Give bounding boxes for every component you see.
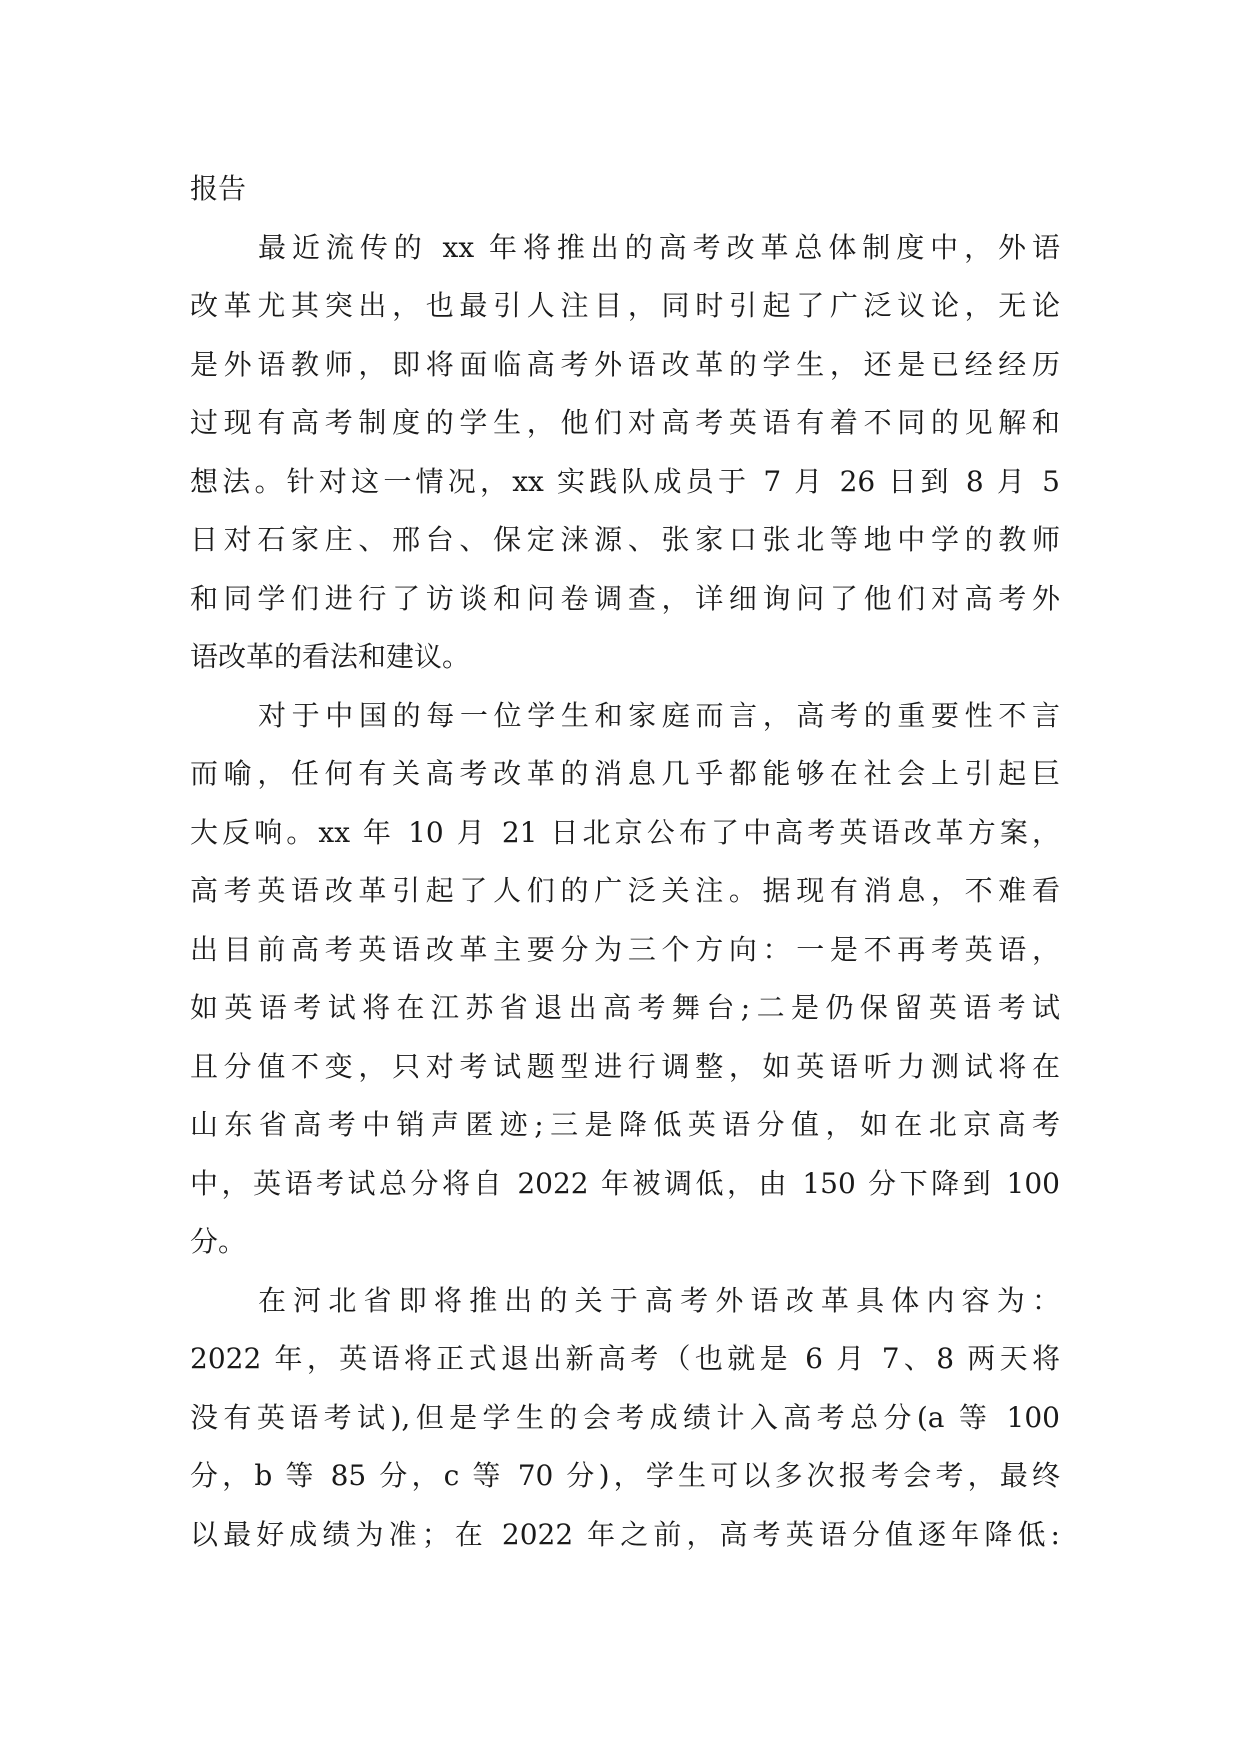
- text-line: 没有英语考试),但是学生的会考成绩计入高考总分(a 等 100: [190, 1400, 1060, 1434]
- text-line: 最近流传的 xx 年将推出的高考改革总体制度中，外语: [258, 230, 1060, 264]
- text-line: 分，b 等 85 分，c 等 70 分)，学生可以多次报考会考，最终: [190, 1459, 1060, 1492]
- text-line: 过现有高考制度的学生，他们对高考英语有着不同的见解和: [190, 406, 1060, 439]
- text-line: 且分值不变，只对考试题型进行调整，如英语听力测试将在: [190, 1049, 1060, 1083]
- text-line: 高考英语改革引起了人们的广泛关注。据现有消息，不难看: [190, 874, 1060, 907]
- text-line: 语改革的看法和建议。: [190, 640, 471, 673]
- text-line: 改革尤其突出，也最引人注目，同时引起了广泛议论，无论: [190, 289, 1060, 322]
- text-line: 出目前高考英语改革主要分为三个方向：一是不再考英语，: [190, 932, 1060, 966]
- text-line: 中，英语考试总分将自 2022 年被调低，由 150 分下降到 100: [190, 1166, 1060, 1200]
- text-line: 对于中国的每一位学生和家庭而言，高考的重要性不言: [258, 698, 1060, 732]
- text-line: 山东省高考中销声匿迹;三是降低英语分值，如在北京高考: [190, 1108, 1060, 1141]
- document-body: [190, 160, 1060, 1564]
- text-line: 报告: [190, 172, 247, 205]
- text-line: 想法。针对这一情况，xx 实践队成员于 7 月 26 日到 8 月 5: [190, 464, 1060, 498]
- text-line: 在河北省即将推出的关于高考外语改革具体内容为：: [258, 1283, 1060, 1317]
- text-line: 如英语考试将在江苏省退出高考舞台;二是仍保留英语考试: [190, 991, 1060, 1024]
- text-line: 和同学们进行了访谈和问卷调查，详细询问了他们对高考外: [190, 581, 1060, 615]
- text-line: 以最好成绩为准；在 2022 年之前，高考英语分值逐年降低:: [190, 1517, 1060, 1551]
- text-line: 而喻，任何有关高考改革的消息几乎都能够在社会上引起巨: [190, 757, 1060, 790]
- text-line: 是外语教师，即将面临高考外语改革的学生，还是已经经历: [190, 347, 1060, 381]
- text-line: 日对石家庄、邢台、保定涞源、张家口张北等地中学的教师: [190, 523, 1060, 556]
- text-line: 大反响。xx 年 10 月 21 日北京公布了中高考英语改革方案，: [190, 815, 1060, 849]
- text-line: 2022 年，英语将正式退出新高考（也就是 6 月 7、8 两天将: [190, 1342, 1060, 1375]
- text-line: 分。: [190, 1225, 247, 1258]
